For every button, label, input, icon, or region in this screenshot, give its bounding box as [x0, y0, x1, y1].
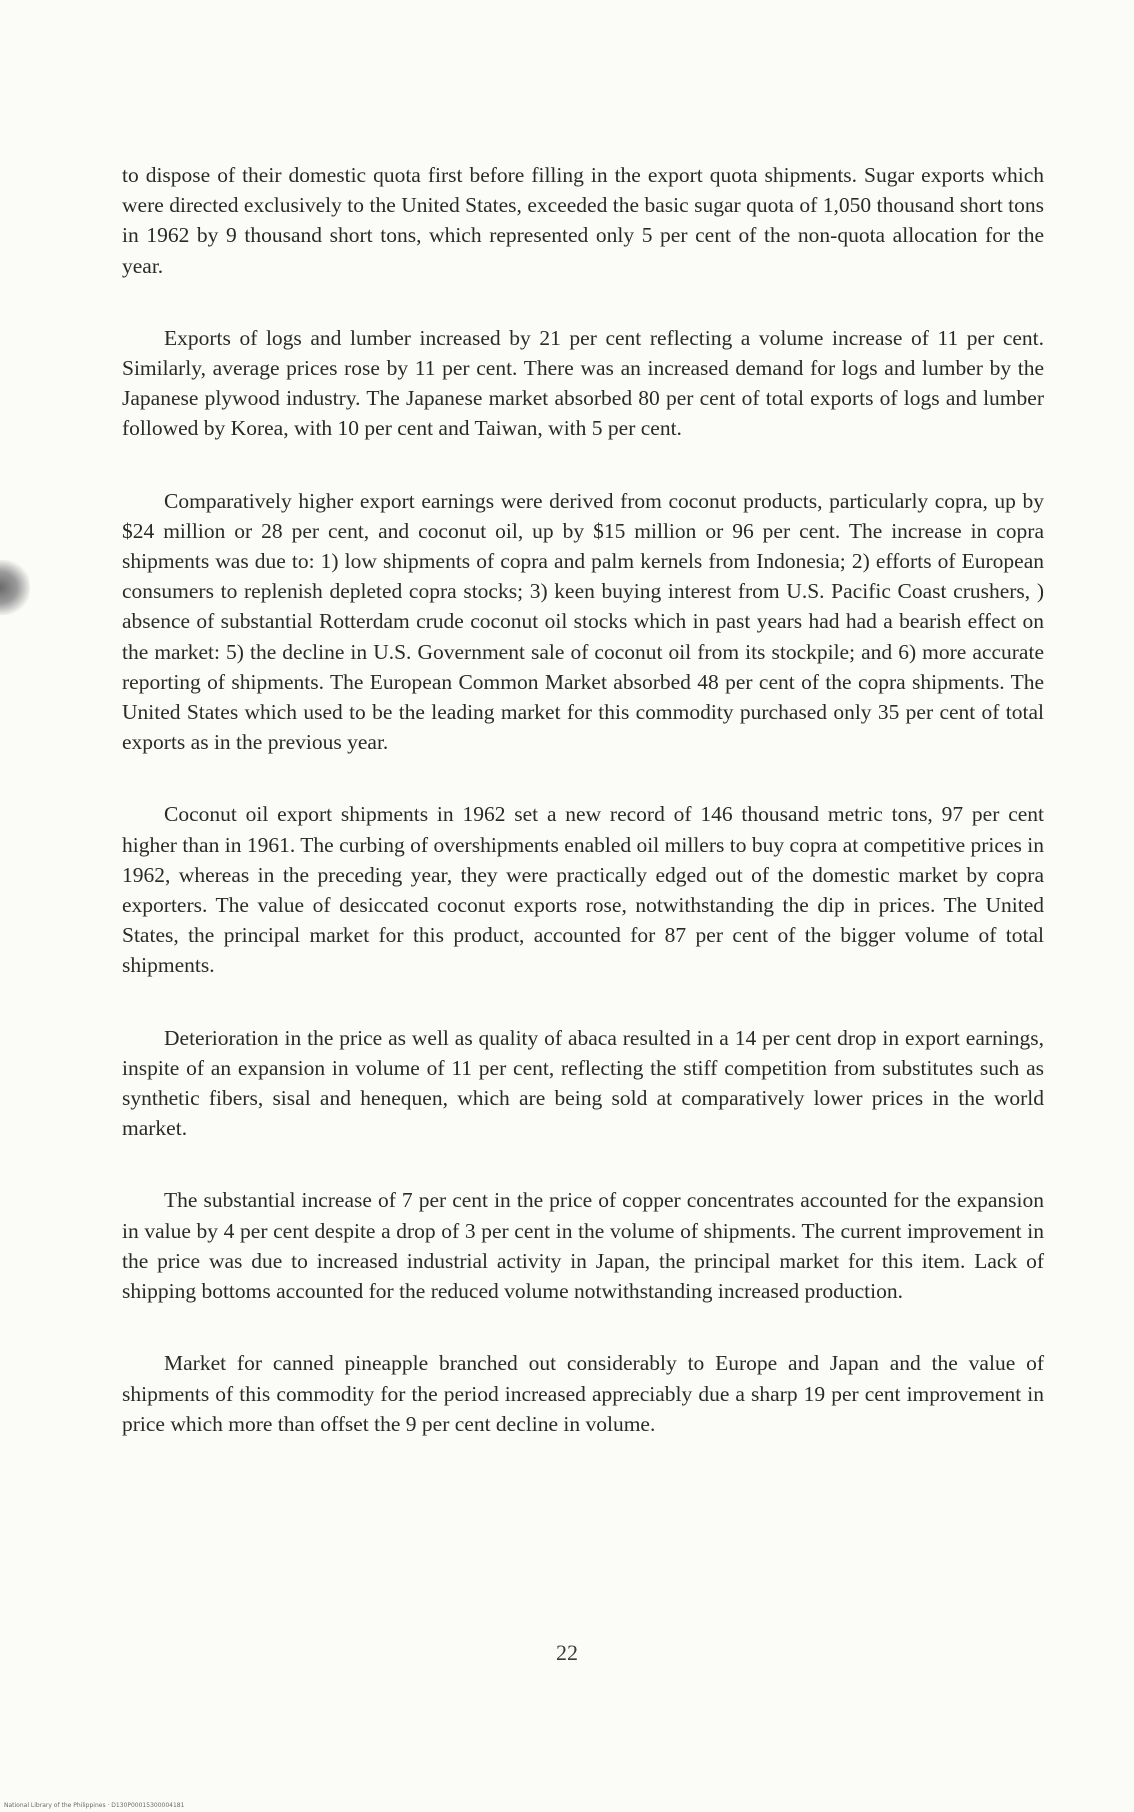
paragraph-abaca: Deterioration in the price as well as quality of abaca resulted in a 14 per cent drop in export earnings, inspite of an expansion in volume of 11 per cent, reflecting the stiff competition from substitutes such as synthetic fibers, sisal and henequen, which are being sold at comparatively lower prices in the world market.	[122, 1025, 1044, 1141]
paragraph-coconut-oil: Coconut oil export shipments in 1962 set a new record of 146 thousand metric tons, 97 per cent higher than in 1961. The curbing of overshipments enabled oil millers to buy copra at competitive prices in 1962, whereas in the preceding year, they were practically edged out of the domestic market by copra exporters. The value of desiccated coconut exports rose, notwithstanding the dip in prices. The United States, the principal market for this product, accounted for 87 per cent of the bigger volume of total shipments.	[122, 802, 1044, 978]
paragraph-copper: The substantial increase of 7 per cent in the price of copper concentrates accounted for the expansion in value by 4 per cent despite a drop of 3 per cent in the volume of shipments. The current improvement in the price was due to increased industrial activity in Japan, the principal market for this item. Lack of shipping bottoms accounted for the reduced volume notwithstanding increased production.	[122, 1188, 1044, 1304]
footer-credit: National Library of the Philippines · D130P00015300004181	[4, 1802, 185, 1809]
page-number: 22	[556, 1640, 578, 1665]
paragraph-pineapple: Market for canned pineapple branched out considerably to Europe and Japan and the value of shipments of this commodity for the period increased appreciably due a sharp 19 per cent improvement in price which more than offset the 9 per cent decline in volume.	[122, 1351, 1044, 1436]
paragraph-sugar-exports: to dispose of their domestic quota first before filling in the export quota shipments. Sugar exports which were directed exclusively to the United States, exceeded the basic sugar quota of 1,050 thousand short tons in 1962 by 9 thousand short tons, which represented only 5 per cent of the non-quota allocation for the year.	[122, 163, 1044, 278]
binding-shadow	[0, 560, 30, 615]
paragraph-logs-lumber: Exports of logs and lumber increased by 21 per cent reflecting a volume increase of 11 per cent. Similarly, average prices rose by 11 per cent. There was an increased demand for logs and lumber by the Japanese plywood industry. The Japanese market absorbed 80 per cent of total exports of logs and lumber followed by Korea, with 10 per cent and Taiwan, with 5 per cent.	[122, 325, 1044, 441]
paragraph-coconut-products: Comparatively higher export earnings were derived from coconut products, particularly copra, up by $24 million or 28 per cent, and coconut oil, up by $15 million or 96 per cent. The increase in copra shipments was due to: 1) low shipments of copra and palm kernels from Indonesia; 2) efforts of European consumers to replenish depleted copra stocks; 3) keen buying interest from U.S. Pacific Coast crushers, ) absence of substantial Rotterdam crude coconut oil stocks which in past years had had a bearish effect on the market: 5) the decline in U.S. Government sale of coconut oil from its stockpile; and 6) more accurate reporting of shipments. The European Common Market absorbed 48 per cent of the copra shipments. The United States which used to be the leading market for this commodity purchased only 35 per cent of total exports as in the previous year.	[122, 488, 1044, 755]
body-text	[122, 160, 1044, 1481]
